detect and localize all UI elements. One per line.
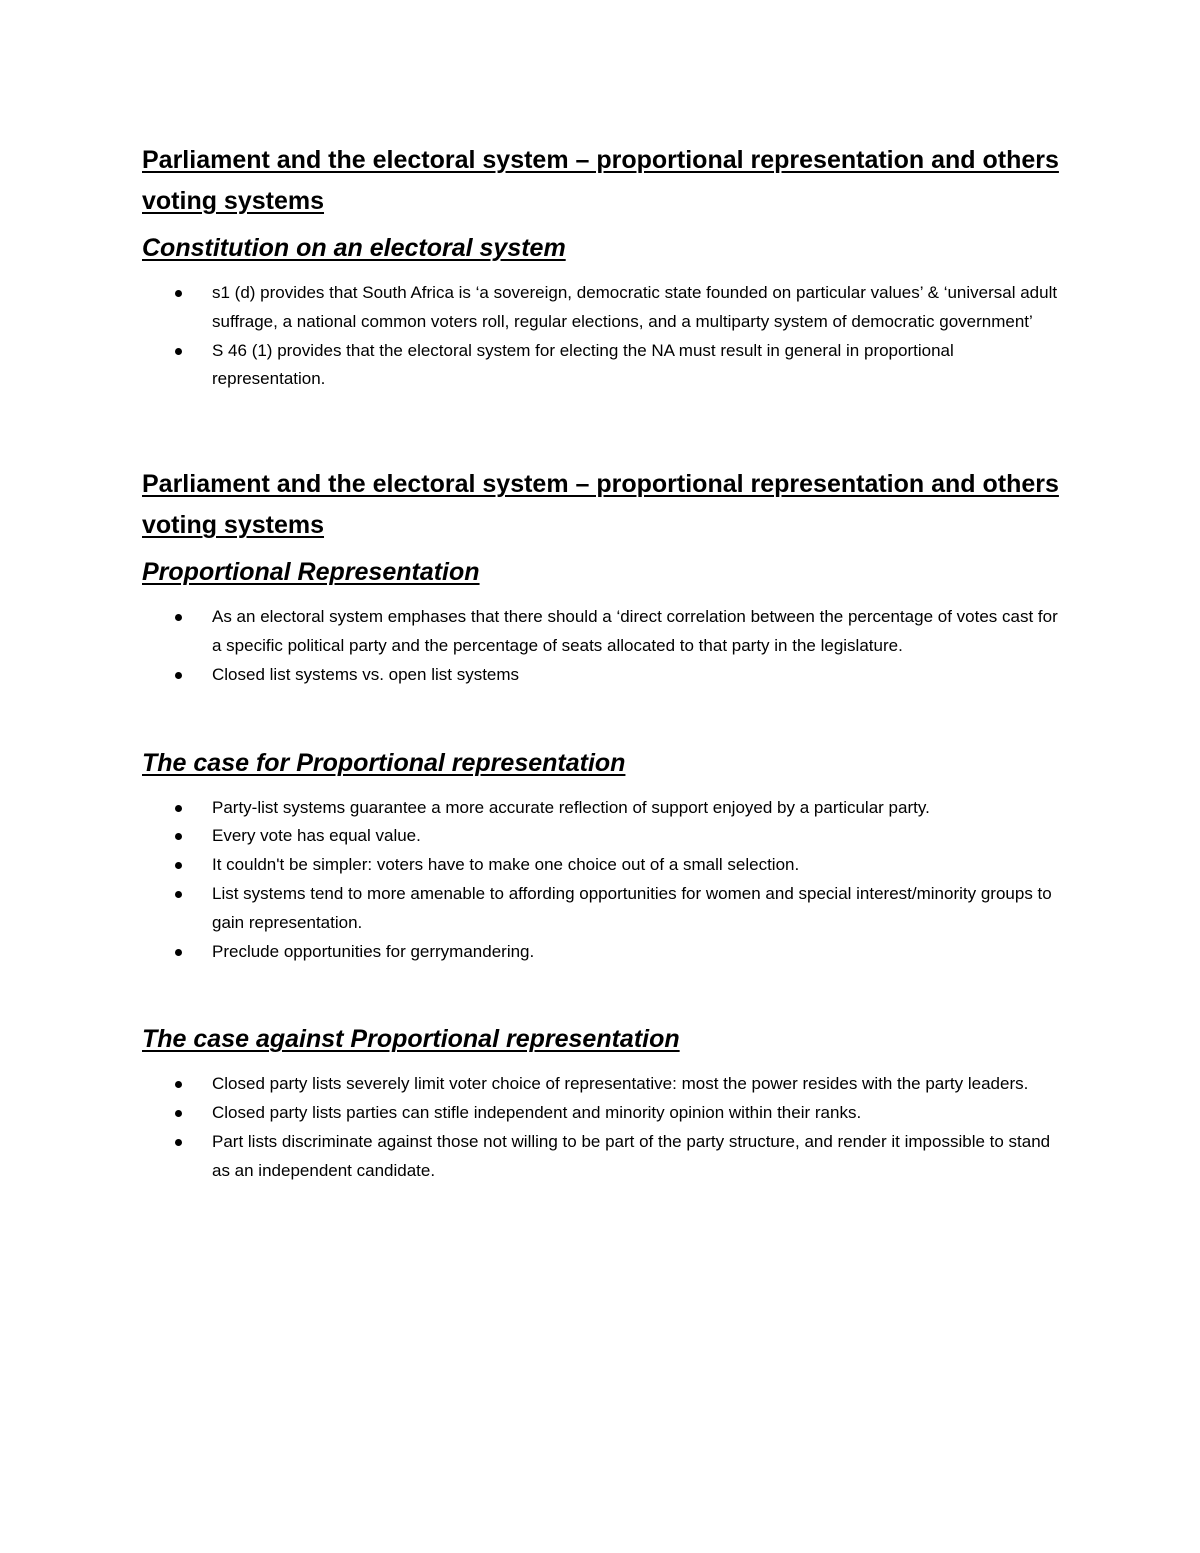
section-subtitle: Constitution on an electoral system — [142, 234, 566, 262]
list-item: S 46 (1) provides that the electoral system for electing the NA must result in general in proportional representation. — [142, 337, 1062, 395]
section-proportional — [142, 464, 1062, 689]
list-item: Closed party lists parties can stifle independent and minority opinion within their ranks. — [142, 1099, 1062, 1128]
section-case-against — [142, 1022, 1062, 1185]
list-item: List systems tend to more amenable to affording opportunities for women and special interest/minority groups to gain representation. — [142, 880, 1062, 938]
section-constitution — [142, 140, 1062, 394]
list-item: Every vote has equal value. — [142, 822, 1062, 851]
bullet-icon — [175, 891, 182, 898]
list-item: s1 (d) provides that South Africa is ‘a sovereign, democratic state founded on particular values’ & ‘universal adult suffrage, a national common voters roll, regular elections, and a multiparty system of democratic government’ — [142, 279, 1062, 337]
bullet-icon — [175, 1110, 182, 1117]
section-subtitle: The case for Proportional representation — [142, 748, 626, 777]
bullet-icon — [175, 348, 182, 355]
bullet-list — [142, 1070, 1062, 1185]
list-item: Closed list systems vs. open list systems — [142, 661, 1062, 690]
bullet-list — [142, 279, 1062, 394]
section-subtitle: Proportional Representation — [142, 558, 480, 587]
bullet-icon — [175, 1139, 182, 1146]
bullet-icon — [175, 290, 182, 297]
bullet-icon — [175, 949, 182, 956]
list-item: Preclude opportunities for gerrymandering. — [142, 938, 1062, 967]
bullet-icon — [175, 1081, 182, 1088]
list-item: Party-list systems guarantee a more accurate reflection of support enjoyed by a particular party. — [142, 794, 1062, 823]
bullet-list — [142, 794, 1062, 967]
bullet-icon — [175, 672, 182, 679]
list-item: Closed party lists severely limit voter choice of representative: most the power resides with the party leaders. — [142, 1070, 1062, 1099]
bullet-list — [142, 603, 1062, 689]
bullet-icon — [175, 833, 182, 840]
bullet-icon — [175, 614, 182, 621]
list-item: It couldn't be simpler: voters have to make one choice out of a small selection. — [142, 851, 1062, 880]
list-item: Part lists discriminate against those not willing to be part of the party structure, and render it impossible to stand as an independent candidate. — [142, 1128, 1062, 1186]
section-subtitle: The case against Proportional representation — [142, 1025, 680, 1054]
section-title: Parliament and the electoral system – proportional representation and others voting systems — [142, 146, 1059, 215]
bullet-icon — [175, 805, 182, 812]
section-case-for — [142, 746, 1062, 967]
bullet-icon — [175, 862, 182, 869]
document-page — [142, 140, 1062, 1186]
section-title: Parliament and the electoral system – proportional representation and others voting systems — [142, 470, 1059, 540]
list-item: As an electoral system emphases that there should a ‘direct correlation between the percentage of votes cast for a specific political party and the percentage of seats allocated to that party in the legislature. — [142, 603, 1062, 661]
